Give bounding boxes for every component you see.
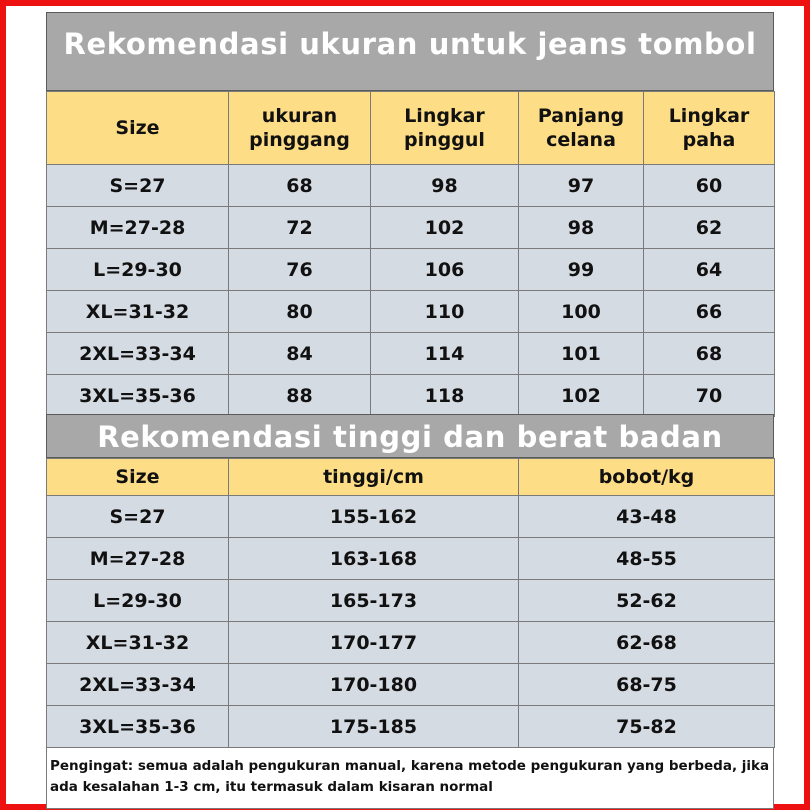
cell-size: 2XL=33-34: [47, 333, 229, 375]
table-row: [47, 496, 775, 538]
header-height: tinggi/cm: [229, 459, 519, 496]
table-row: [47, 622, 775, 664]
table-row: [47, 249, 775, 291]
cell-weight: 68-75: [519, 664, 775, 706]
cell-thigh: 68: [644, 333, 775, 375]
cell-size: 2XL=33-34: [47, 664, 229, 706]
table-row: [47, 207, 775, 249]
cell-length: 102: [519, 375, 644, 417]
jeans-size-table: [46, 91, 775, 417]
header-size: Size: [47, 459, 229, 496]
cell-waist: 68: [229, 165, 371, 207]
cell-size: L=29-30: [47, 249, 229, 291]
table-row: [47, 333, 775, 375]
cell-hip: 102: [371, 207, 519, 249]
cell-waist: 80: [229, 291, 371, 333]
section1-title: Rekomendasi ukuran untuk jeans tombol: [46, 12, 774, 91]
cell-hip: 106: [371, 249, 519, 291]
cell-thigh: 60: [644, 165, 775, 207]
cell-length: 101: [519, 333, 644, 375]
cell-hip: 98: [371, 165, 519, 207]
header-weight: bobot/kg: [519, 459, 775, 496]
cell-size: S=27: [47, 496, 229, 538]
cell-weight: 62-68: [519, 622, 775, 664]
cell-size: 3XL=35-36: [47, 706, 229, 748]
cell-size: XL=31-32: [47, 622, 229, 664]
cell-length: 97: [519, 165, 644, 207]
cell-length: 99: [519, 249, 644, 291]
table-row: [47, 291, 775, 333]
cell-weight: 75-82: [519, 706, 775, 748]
table-row: [47, 375, 775, 417]
cell-height: 155-162: [229, 496, 519, 538]
cell-height: 165-173: [229, 580, 519, 622]
section2-title: Rekomendasi tinggi dan berat badan: [46, 414, 774, 458]
cell-waist: 76: [229, 249, 371, 291]
cell-height: 163-168: [229, 538, 519, 580]
table-header-row: [47, 92, 775, 165]
cell-length: 98: [519, 207, 644, 249]
cell-size: 3XL=35-36: [47, 375, 229, 417]
header-hip: Lingkar pinggul: [371, 92, 519, 165]
size-chart: [46, 12, 776, 810]
cell-thigh: 62: [644, 207, 775, 249]
cell-weight: 52-62: [519, 580, 775, 622]
cell-height: 175-185: [229, 706, 519, 748]
cell-thigh: 66: [644, 291, 775, 333]
cell-height: 170-180: [229, 664, 519, 706]
cell-size: M=27-28: [47, 538, 229, 580]
table-row: [47, 706, 775, 748]
header-length: Panjang celana: [519, 92, 644, 165]
header-thigh: Lingkar paha: [644, 92, 775, 165]
table-row: [47, 664, 775, 706]
height-weight-table: [46, 458, 775, 748]
table-row: [47, 538, 775, 580]
cell-waist: 88: [229, 375, 371, 417]
cell-size: S=27: [47, 165, 229, 207]
cell-weight: 43-48: [519, 496, 775, 538]
cell-waist: 84: [229, 333, 371, 375]
measurement-note: Pengingat: semua adalah pengukuran manual, karena metode pengukuran yang berbeda, jika ada kesalahan 1-3 cm, itu termasuk dalam kisaran normal: [46, 747, 774, 809]
cell-size: M=27-28: [47, 207, 229, 249]
cell-thigh: 70: [644, 375, 775, 417]
header-size: Size: [47, 92, 229, 165]
cell-size: XL=31-32: [47, 291, 229, 333]
cell-waist: 72: [229, 207, 371, 249]
cell-weight: 48-55: [519, 538, 775, 580]
cell-hip: 114: [371, 333, 519, 375]
header-waist: ukuran pinggang: [229, 92, 371, 165]
table-row: [47, 165, 775, 207]
cell-hip: 118: [371, 375, 519, 417]
cell-size: L=29-30: [47, 580, 229, 622]
cell-hip: 110: [371, 291, 519, 333]
cell-thigh: 64: [644, 249, 775, 291]
cell-length: 100: [519, 291, 644, 333]
cell-height: 170-177: [229, 622, 519, 664]
table-row: [47, 580, 775, 622]
table-header-row: [47, 459, 775, 496]
